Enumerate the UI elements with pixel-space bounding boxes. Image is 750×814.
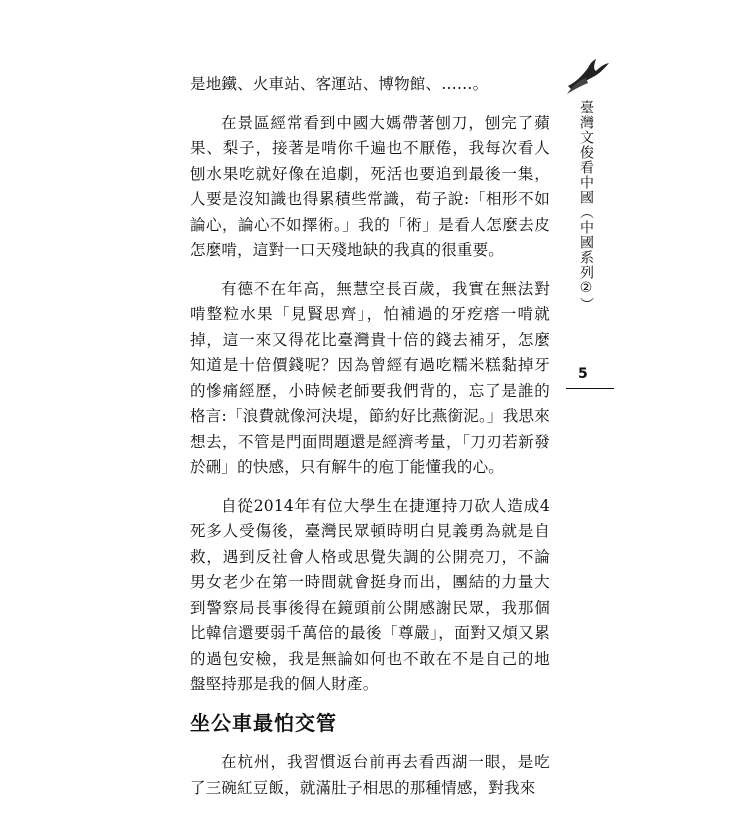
margin-divider <box>566 388 614 389</box>
paragraph-knife-incident: 自從2014年有位大學生在捷運持刀砍人造成4死多人受傷後，臺灣民眾頓時明白見義勇為就是自救，遇到反社會人格或思覺失調的公開亮刀，不論男女老少在第一時間就會挺身而出，團結的力量大到警察局長事後得在鏡頭前公開感謝民眾，我那個比韓信還要弱千萬倍的最後「尊嚴」，面對又煩又累的過包安檢，我是無論如何也不敢在不是自己的地盤堅持那是我的個人財產。 <box>190 496 550 693</box>
paragraph-continued: 是地鐵、火車站、客運站、博物館、……。 <box>190 75 489 93</box>
main-text <box>190 72 550 814</box>
paragraph-teeth: 有德不在年高，無慧空長百歲，我實在無法對啃整粒水果「見賢思齊」，怕補過的牙疙瘩一啃就掉，這一來又得花比臺灣貴十倍的錢去補牙，怎麼知道是十倍價錢呢？因為曾經有過吃糯米糕黏掉牙的慘痛經歷，小時候老師要我們背的，忘了是誰的格言:「浪費就像河決堤，節約好比燕銜泥。」我思來想去，不管是門面問題還是經濟考量，「刀刃若新發於硎」的快感，只有解牛的庖丁能懂我的心。 <box>190 279 550 476</box>
paragraph-fruit-peeling: 在景區經常看到中國大媽帶著刨刀，刨完了蘋果、梨子，接著是啃你千遍也不厭倦，我每次看人刨水果吃就好像在追劇，死活也要追到最後一集，人要是沒知識也得累積些常識，荀子說:「相形不如論心，論心不如擇術。」我的「術」是看人怎麼去皮怎麼啃，這對一口天殘地缺的我真的很重要。 <box>190 113 550 259</box>
section-heading: 坐公車最怕交管 <box>190 710 337 735</box>
page-number: 5 <box>578 366 588 382</box>
paragraph-hangzhou: 在杭州，我習慣返台前再去看西湖一眼，是吃了三碗紅豆飯，就滿肚子相思的那種情感，對我來 <box>190 753 550 797</box>
swallow-logo-icon <box>566 56 610 96</box>
series-title: 臺灣文俊看中國（中國系列②） <box>578 100 594 312</box>
